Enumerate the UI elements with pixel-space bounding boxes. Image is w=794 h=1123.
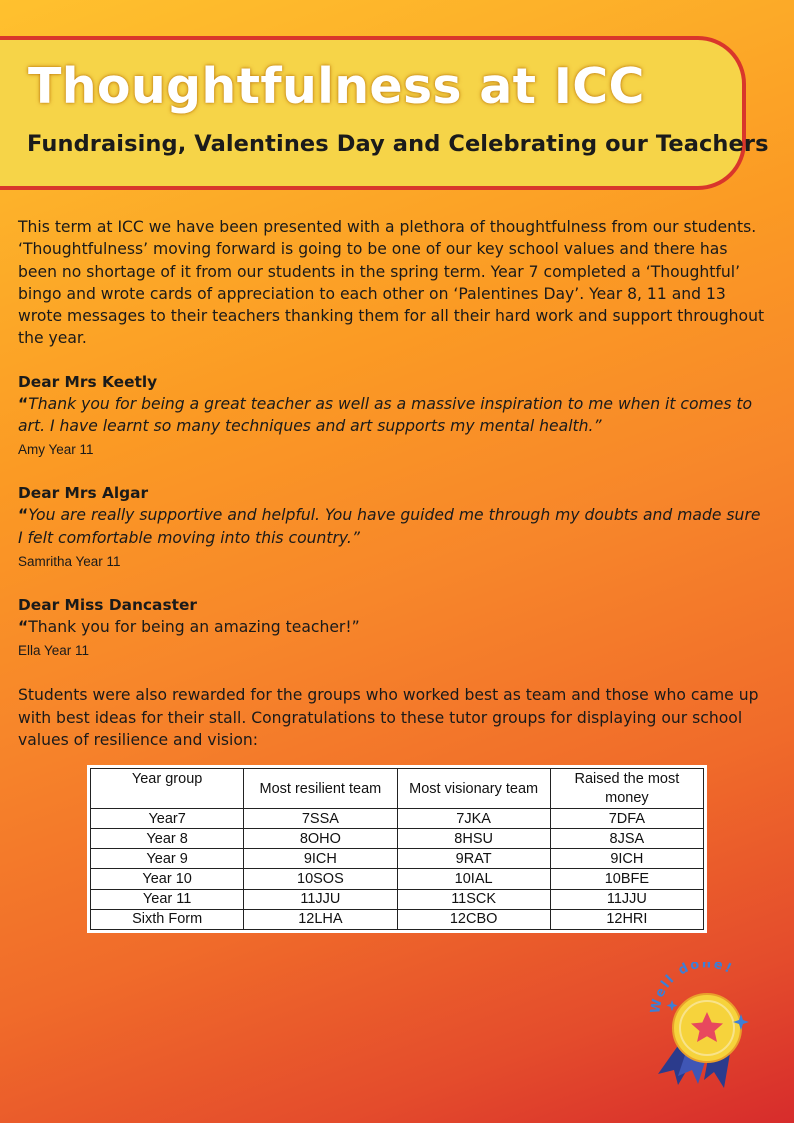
table-cell: 11JJU [244, 889, 397, 909]
table-cell: 10SOS [244, 869, 397, 889]
badge-text: Well done! [648, 962, 736, 1015]
table-cell: Year 8 [91, 829, 244, 849]
table-cell: 11SCK [397, 889, 550, 909]
open-quote-mark: “ [18, 617, 29, 636]
open-quote-mark: “ [18, 394, 29, 413]
results-table-container [87, 765, 707, 933]
table-cell: 12LHA [244, 909, 397, 929]
intro-paragraph: This term at ICC we have been presented with a plethora of thoughtfulness from our students. ‘Thoughtfulness’ moving forward is going to be one of our key school values and there has been no shortage of it from our students in the spring term. Year 7 completed a ‘Thoughtful’ bingo and wrote cards of appreciation to each other on ‘Palentines Day’. Year 8, 11 and 13 wrote messages to their teachers thanking them for all their hard work and support throughout the year. [18, 218, 765, 348]
table-cell: 10IAL [397, 869, 550, 889]
table-row [91, 809, 704, 829]
table-cell: 9RAT [397, 849, 550, 869]
letter-signature: Amy Year 11 [18, 442, 94, 458]
table-cell: Year 10 [91, 869, 244, 889]
letter-keetly [18, 371, 768, 462]
award-ribbon-star-icon [648, 962, 760, 1092]
table-cell: 7SSA [244, 809, 397, 829]
table-row [91, 909, 704, 929]
column-header: Most resilient team [244, 769, 397, 809]
page-title: Thoughtfulness at ICC [28, 58, 645, 115]
letter-greeting: Dear Miss Dancaster [18, 595, 197, 614]
table-cell: 8OHO [244, 829, 397, 849]
table-cell: Year 11 [91, 889, 244, 909]
letter-message [18, 616, 768, 638]
table-cell: 12HRI [550, 909, 703, 929]
table-row [91, 829, 704, 849]
table-cell: 10BFE [550, 869, 703, 889]
letter-message-text: Thank you for being an amazing teacher!” [28, 617, 360, 636]
results-table [90, 768, 704, 930]
table-cell: 7DFA [550, 809, 703, 829]
table-cell: Year7 [91, 809, 244, 829]
column-header: Raised the most money [550, 769, 703, 809]
table-cell: 9ICH [550, 849, 703, 869]
letter-signature: Ella Year 11 [18, 643, 90, 659]
table-cell: 8JSA [550, 829, 703, 849]
table-cell: 7JKA [397, 809, 550, 829]
letter-message [18, 393, 768, 438]
letter-dancaster [18, 594, 768, 662]
outro-paragraph: Students were also rewarded for the groups who worked best as team and those who came up with best ideas for their stall. Congratulations to these tutor groups for displaying our school values of resilience and vision: [18, 686, 759, 749]
table-cell: 8HSU [397, 829, 550, 849]
table-cell: 9ICH [244, 849, 397, 869]
letter-algar [18, 482, 768, 573]
column-header: Year group [91, 769, 244, 809]
table-cell: Year 9 [91, 849, 244, 869]
open-quote-mark: “ [18, 506, 29, 525]
page-subtitle: Fundraising, Valentines Day and Celebrating our Teachers [27, 131, 769, 157]
letter-message-text: Thank you for being a great teacher as well as a massive inspiration to me when it comes to art. I have learnt so many techniques and art supports my mental health.” [18, 394, 753, 436]
letter-greeting: Dear Mrs Algar [18, 484, 149, 503]
letter-message [18, 504, 768, 549]
letter-signature: Samritha Year 11 [18, 553, 121, 569]
table-cell: Sixth Form [91, 909, 244, 929]
column-header: Most visionary team [397, 769, 550, 809]
table-cell: 12CBO [397, 909, 550, 929]
article-body [18, 216, 768, 751]
table-header-row [91, 769, 704, 809]
table-cell: 11JJU [550, 889, 703, 909]
table-row [91, 889, 704, 909]
table-row [91, 869, 704, 889]
letter-greeting: Dear Mrs Keetly [18, 372, 158, 391]
letter-message-text: You are really supportive and helpful. You have guided me through my doubts and made sure I felt comfortable moving into this country.” [18, 506, 761, 547]
table-row [91, 849, 704, 869]
